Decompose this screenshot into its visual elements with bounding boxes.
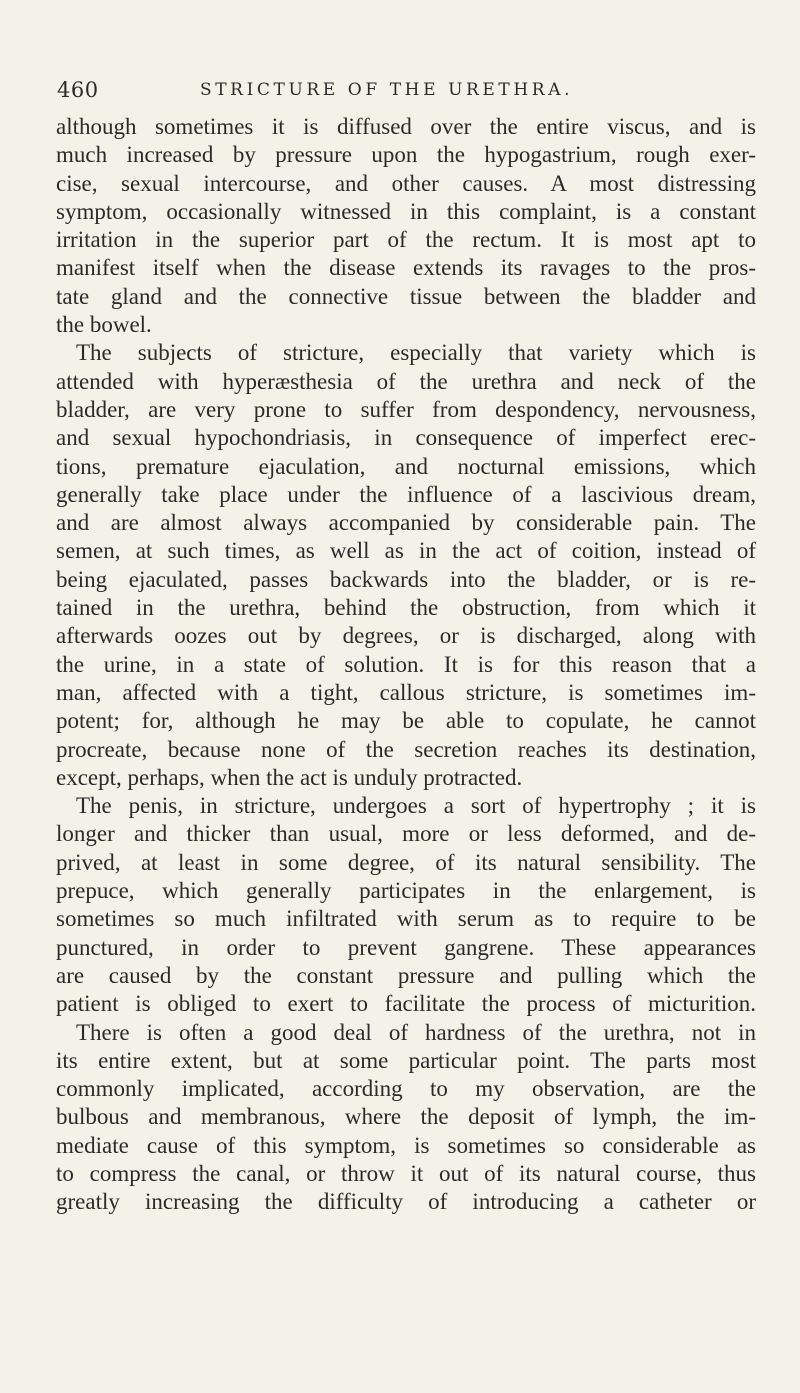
text-line: to compress the canal, or throw it out of its natural course, thus (56, 1160, 756, 1186)
text-line: symptom, occasionally witnessed in this complaint, is a constant (56, 198, 756, 224)
text-line: tained in the urethra, behind the obstruction, from which it (56, 595, 756, 621)
paragraph-start-line: The subjects of stricture, especially that variety which is (76, 340, 756, 366)
text-line: and are almost always accompanied by considerable pain. The (56, 510, 756, 536)
text-line: semen, at such times, as well as in the act of coition, instead of (56, 538, 756, 564)
text-line: punctured, in order to prevent gangrene. These appearances (56, 934, 756, 960)
text-line: its entire extent, but at some particular point. The parts most (56, 1047, 756, 1073)
body-text (56, 113, 756, 1217)
text-line: procreate, because none of the secretion reaches its destination, (56, 736, 756, 762)
text-line: although sometimes it is diffused over the entire viscus, and is (56, 114, 756, 139)
text-line: generally take place under the influence of a lascivious dream, (56, 481, 756, 507)
text-line: man, affected with a tight, callous stricture, is sometimes im- (56, 679, 756, 705)
text-line: commonly implicated, according to my observation, are the (56, 1076, 756, 1102)
text-line: the urine, in a state of solution. It is for this reason that a (56, 651, 756, 677)
text-line: sometimes so much infiltrated with serum as to require to be (56, 906, 756, 932)
text-line: much increased by pressure upon the hypogastrium, rough exer- (56, 142, 756, 168)
text-line: tions, premature ejaculation, and nocturnal emissions, which (56, 453, 756, 479)
running-head: STRICTURE OF THE URETHRA. (200, 80, 574, 100)
text-line: longer and thicker than usual, more or less deformed, and de- (56, 821, 756, 847)
text-line: attended with hyperæsthesia of the urethra and neck of the (56, 368, 756, 394)
text-line: bladder, are very prone to suffer from despondency, nervousness, (56, 396, 756, 422)
text-line: are caused by the constant pressure and pulling which the (56, 962, 756, 988)
text-line: the bowel. (56, 312, 152, 338)
text-line: afterwards oozes out by degrees, or is discharged, along with (56, 623, 756, 649)
text-line: irritation in the superior part of the rectum. It is most apt to (56, 227, 756, 253)
text-line: bulbous and membranous, where the deposit of lymph, the im- (56, 1104, 756, 1130)
text-line: prepuce, which generally participates in the enlargement, is (56, 878, 756, 904)
text-line: prived, at least in some degree, of its natural sensibility. The (56, 849, 756, 875)
page-number: 460 (57, 78, 99, 102)
text-line: patient is obliged to exert to facilitate the process of micturition. (56, 991, 756, 1017)
text-line: greatly increasing the difficulty of introducing a catheter or (56, 1189, 756, 1215)
page-header (57, 78, 757, 108)
text-line: cise, sexual intercourse, and other causes. A most distressing (56, 170, 756, 196)
text-line: tate gland and the connective tissue between the bladder and (56, 283, 756, 309)
text-line: and sexual hypochondriasis, in consequence of imperfect erec- (56, 425, 756, 451)
text-line: potent; for, although he may be able to copulate, he cannot (56, 708, 756, 734)
text-line: mediate cause of this symptom, is sometimes so considerable as (56, 1132, 756, 1158)
text-line: manifest itself when the disease extends its ravages to the pros- (56, 255, 756, 281)
text-line: except, perhaps, when the act is unduly protracted. (56, 764, 523, 790)
text-line: being ejaculated, passes backwards into the bladder, or is re- (56, 566, 756, 592)
paragraph-start-line: The penis, in stricture, undergoes a sort of hypertrophy ; it is (76, 793, 756, 819)
paragraph-start-line: There is often a good deal of hardness of the urethra, not in (76, 1019, 756, 1045)
